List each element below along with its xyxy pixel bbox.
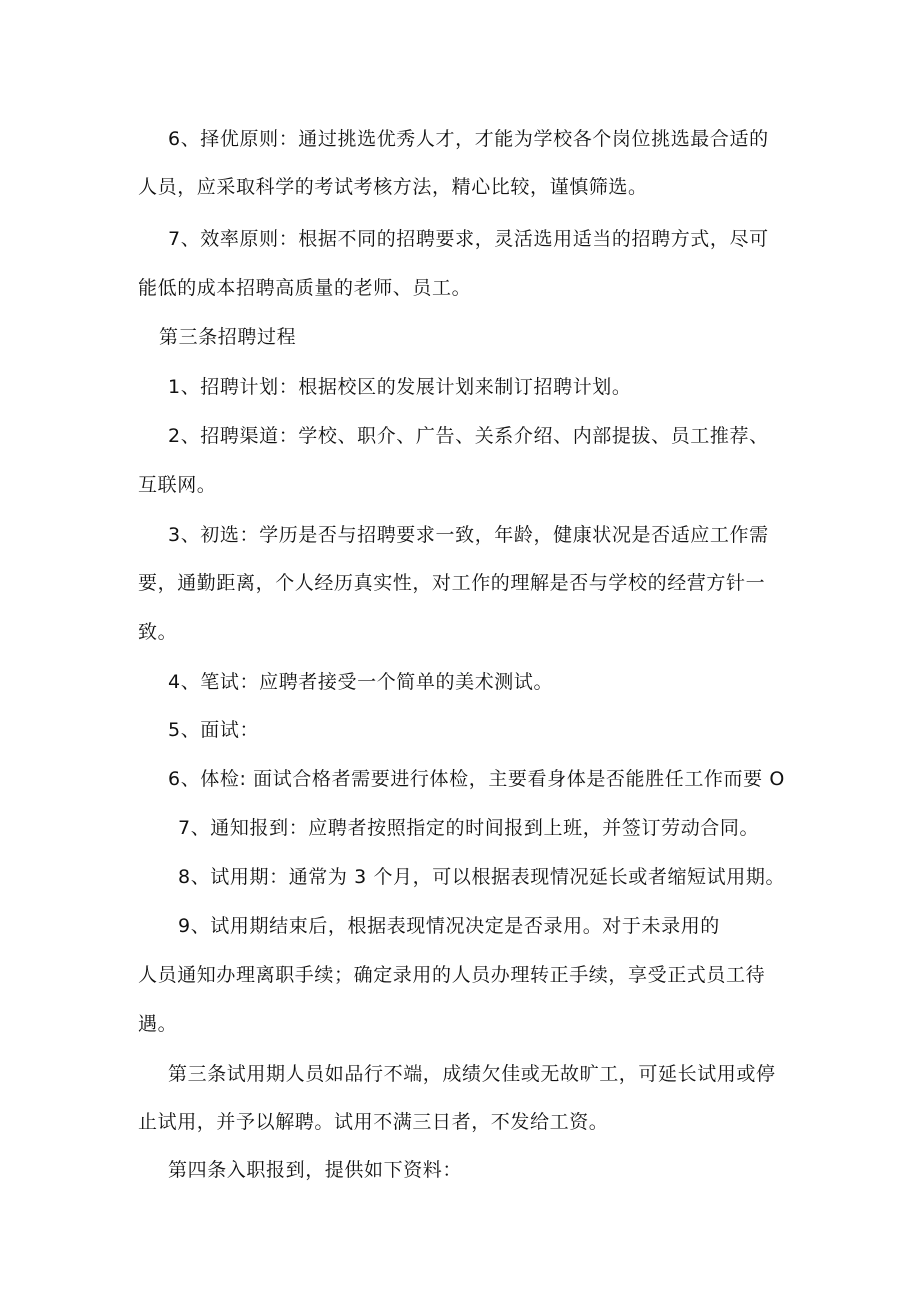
text-line: 能低的成本招聘高质量的老师、员工。: [138, 277, 472, 299]
section-heading: 第四条入职报到，提供如下资料：: [168, 1159, 463, 1181]
text-line: 止试用，并予以解聘。试用不满三日者，不发给工资。: [138, 1111, 609, 1133]
text-line: 7、效率原则：根据不同的招聘要求，灵活选用适当的招聘方式，尽可: [168, 228, 769, 250]
text-line: 6、体检: 面试合格者需要进行体检，主要看身体是否能胜任工作而要 O: [168, 768, 785, 790]
text-line: 互联网。: [138, 474, 217, 496]
text-line: 要，通勤距离，个人经历真实性，对工作的理解是否与学校的经营方针一: [138, 572, 766, 594]
text-line: 6、择优原则：通过挑选优秀人才，才能为学校各个岗位挑选最合适的: [168, 128, 769, 150]
text-line: 2、招聘渠道：学校、职介、广告、关系介绍、内部提拔、员工推荐、: [168, 425, 769, 447]
text-line: 9、试用期结束后，根据表现情况决定是否录用。对于未录用的: [178, 915, 720, 937]
text-line: 7、通知报到：应聘者按照指定的时间报到上班，并签订劳动合同。: [178, 817, 760, 839]
text-line: 5、面试：: [168, 719, 260, 741]
text-line: 第三条试用期人员如品行不端，成绩欠佳或无故旷工，可延长试用或停: [168, 1063, 776, 1085]
text-line: 4、笔试：应聘者接受一个简单的美术测试。: [168, 671, 554, 693]
text-line: 3、初选：学历是否与招聘要求一致，年龄，健康状况是否适应工作需: [168, 524, 769, 546]
text-line: 致。: [138, 621, 178, 643]
text-line: 8、试用期：通常为 3 个月，可以根据表现情况延长或者缩短试用期。: [178, 866, 786, 888]
text-line: 1、招聘计划：根据校区的发展计划来制订招聘计划。: [168, 376, 632, 398]
text-line: 人员，应采取科学的考试考核方法，精心比较，谨慎筛选。: [138, 176, 648, 198]
text-line: 遇。: [138, 1013, 178, 1035]
text-line: 人员通知办理离职手续；确定录用的人员办理转正手续，享受正式员工待: [138, 964, 766, 986]
section-heading: 第三条招聘过程: [159, 326, 297, 348]
